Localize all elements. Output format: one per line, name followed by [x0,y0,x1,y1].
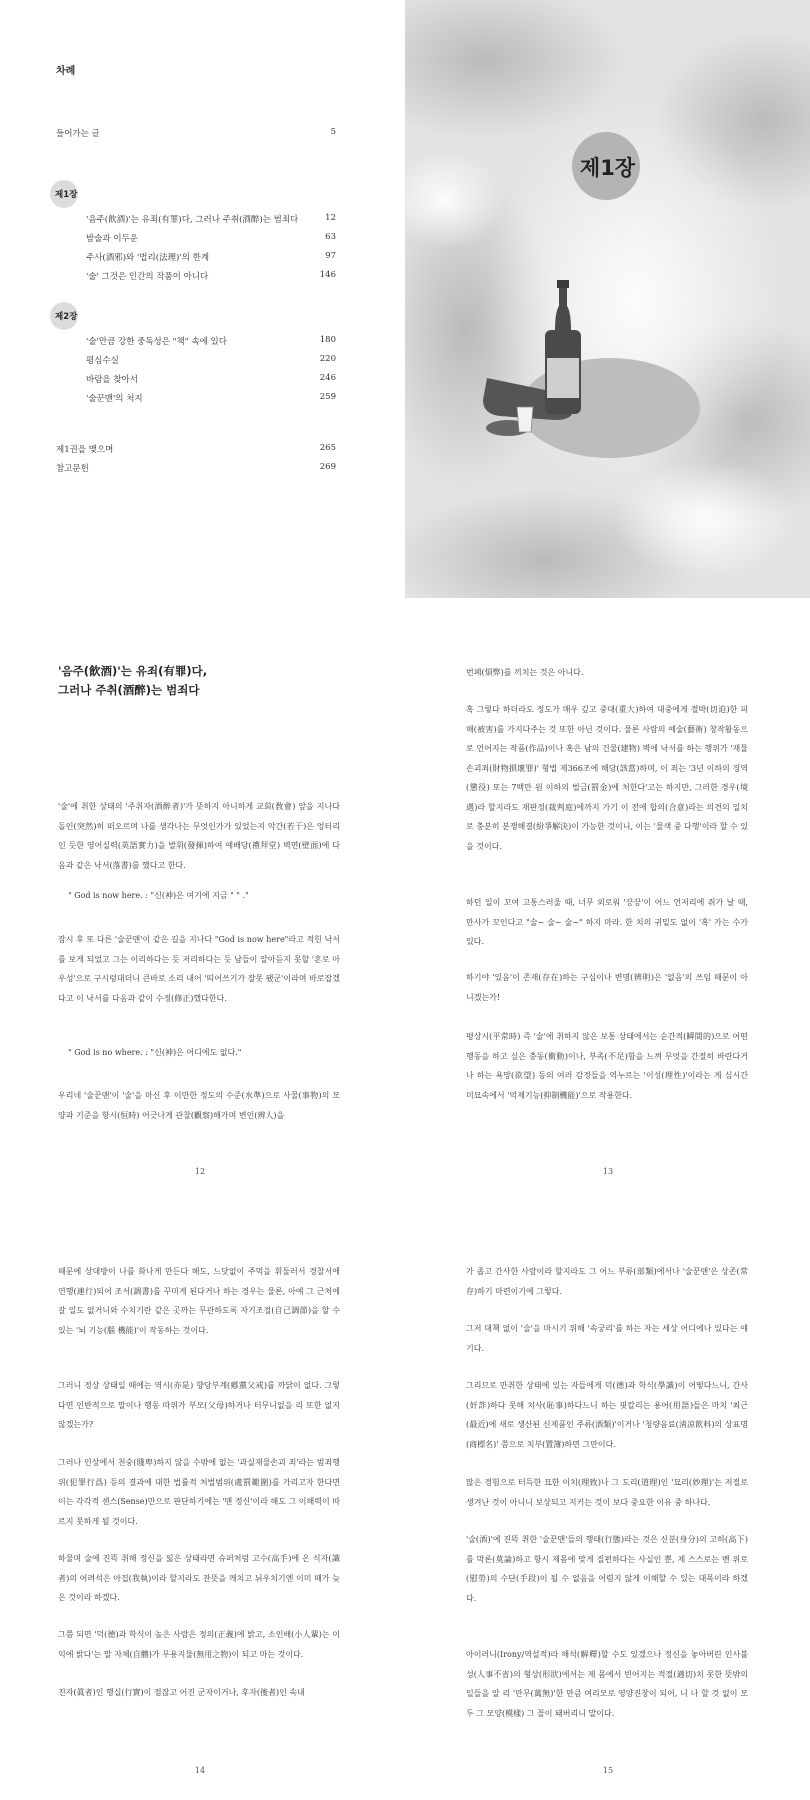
toc-item-page: 63 [325,232,336,242]
paragraph: 하기야 '있음'이 존재(存在)하는 구심이나 변명(辨明)은 '없음'의 쓰임 때문이 아니겠는가! [466,973,748,1002]
page-number: 15 [602,1766,614,1775]
toc-item-page: 146 [319,270,336,280]
section-title-line2: 그러나 주취(酒醉)는 범죄다 [58,683,200,697]
toc-closing-page: 265 [319,443,336,453]
toc-references-label[interactable]: 참고문헌 [56,464,89,474]
paragraph: 번폐(煩弊)를 끼치는 것은 아니다. [466,668,584,677]
toc-chapter2-label: 제2장 [55,312,78,322]
paragraph: 잠시 후 또 다른 '술꾼맨'이 같은 길을 지나다 "God is now here"라고 적힌 낙서를 보게 되었고 그는 이리하다는 듯 저리하다는 듯 남들이 알아듣지 못할 '혼로 아우성'으로 구시렁대더니 큰바로 소리 내어 '띄어쓰기가 잘못 됐군'이라며 바로잡겠다고 이 낙서를 다음과 같이 수정(修正)했다한다. [58,935,340,1003]
paragraph: '술(酒)'에 진뜩 취한 '술꾼맨'들의 행태(行態)라는 것은 신분(身分)의 고하(高下)를 막론(莫論)하고 항시 제몸에 맞게 질펀하다는 사실인 뿐, 제 스스로는 벤 위로(慰勞)의 수단(手段)이 될 수 없음을 어렴지 않게 이해할 수 있는 대목이라 하겠다. [466,1535,748,1603]
bottle-neck [555,286,571,330]
toc-references-page: 269 [319,462,336,472]
toc-item-page: 97 [325,251,336,261]
toc-item[interactable]: 밤술과 이두운 [86,234,138,244]
toc-item-page: 12 [325,213,336,223]
paragraph: 그쯤 되면 '덕(德)과 학식이 높은 사람은 정의(正義)에 밝고, 소인배(小人輩)는 이익에 밝다'는 말 자체(自體)가 무용지물(無用之物)이 되고 마는 것이다. [58,1630,340,1659]
paragraph: 그러니 정상 상태일 때에는 역시(亦是) 향당부계(鄕黨父戒)를 까닭이 없다. 그렇다면 인반적으로 말이나 행동 따위가 부모(父母)하거나 터무니없을 리 또한 없지 않겠는가? [58,1381,340,1429]
page-number: 13 [602,1167,614,1176]
paragraph: 때문에 상대방이 나를 화나게 만든다 해도, 느닷없이 주먹을 휘둘러서 경찰서에 연행(連行)되어 조서(調書)를 꾸미게 된다거나 하는 경우는 물론, 아예 그 근처에 갈 일도 없거니와 수치기란 같은 곳까는 무관하도록 자기조절(自己調節)을 할 수 있는 '뇌 기능(腦 機能)'이 작동하는 것이다. [58,1267,340,1335]
page-number: 14 [194,1766,206,1775]
toc-item[interactable]: '술' 그것은 인간의 작품이 아니다 [86,272,209,282]
quote-line: " God is no where. : "신(神)은 어디에도 없다." [68,1048,242,1057]
toc-item[interactable]: 주사(酒邪)와 '법리(法理)'의 한계 [86,253,210,263]
paragraph: 우리네 '술꾼맨'이 '술'을 마신 후 이만한 정도의 수준(水準)으로 사물(事物)의 모양과 기준을 항시(恒時) 어긋나게 관찰(觀察)해가며 변인(辨人)을 [58,1091,340,1120]
paragraph: 그리므로 만취한 상태에 있는 자들에게 덕(德)과 학식(學識)이 어떻다느니, 간사(奸詐)하다 못해 치사(恥事)하다느니 하는 핏칼리는 용어(用語)들은 마치 '최근(最近)에 새로 생산된 신제품인 주류(酒類)'이거나 '청량음료(淸凉飮料)의 상표명(商標名)' 쯤으로 치부(置簿)하면 그만이다. [466,1381,748,1449]
paragraph: 진자(眞者)인 행실(行實)이 점잖고 어진 군자이거나, 후자(後者)인 속내 [58,1688,305,1697]
paragraph: 그저 대책 없이 '술'을 마시기 위해 '속궁리'를 하는 자는 세상 어디에나 있다는 얘기다. [466,1324,748,1353]
toc-item-page: 180 [319,335,336,345]
paragraph: 하던 일이 꼬여 고통스러울 때, 너무 외로워 '끙끙'이 어느 언저리에 쥐가 날 때, 만사가 꼬인다고 "술~ 술~ 술~" 하지 마라. 한 치의 귀밑도 없이 '혹' 가는 수가 있다. [466,898,748,946]
toc-chapter1-label: 제1장 [55,190,78,200]
toc-heading: 차례 [56,66,76,77]
toc-item-page: 246 [319,373,336,383]
paragraph: '술'에 취한 상태의 '주취자(酒醉者)'가 뜻하지 아니하게 교회(敎會) 앞을 지나다 돌인(突然)히 떠오르며 나를 생각나는 무엇인가가 있었는지 악간(若干)은 엉터리인 듯한 영어실력(英語實力)을 발휘(發揮)하여 예배당(禮拜堂) 벽면(壁面)에 다음과 같은 낙서(落書)를 했다고 한다. [58,802,340,870]
section-title-line1: '음주(飮酒)'는 유죄(有罪)다, [58,664,208,678]
toc-item[interactable]: '음주(飮酒)'는 유죄(有罪)다, 그러나 주취(酒醉)는 범죄다 [86,215,299,225]
paragraph: 많은 경험으로 터득한 묘한 이치(理致)나 그 도리(道理)인 '묘리(妙理)'는 저절로 생겨난 것이 아니니 보상되고 지키는 것이 보다 중요한 이유 중 하나다. [466,1478,748,1507]
paragraph: 평상시(平常時) 즉 '술'에 취하지 않은 보통 상태에서는 순간적(瞬間的)으로 어떤 행동을 하고 싶은 충동(衝動)이나, 부족(不足)함을 느껴 무엇을 간절히 바란다거나 하는 욕망(欲望) 등의 여러 감정들을 억누르는 '이성(理性)'이라는 게 심시간 미묘속에서 '억제기능(抑制機能)'으로 작용한다. [466,1032,748,1100]
toc-intro-page: 5 [330,127,336,137]
paragraph: 혹 그렇다 하더라도 정도가 매우 깊고 중대(重大)하여 대중에게 절박(切迫)한 피해(被害)를 가지다주는 것 또한 아닌 것이다. 물론 사람의 예술(藝術) 창작활동으로 언어지는 작품(作品)이나 혹은 남의 건물(建物) 벽에 낙서를 하는 행위가 '재물손괴죄(財物損壞罪)' 형법 제366조에 해당(該當)하며, 이 죄는 '3년 이하의 징역(懲役) 또는 7백만 원 이하의 벌금(罰金)에 처한다'고는 하지만, 그러한 경우(境遇)라 할지라도 재판정(裁判庭)에까지 가기 이 전에 합의(合意)라는 의견의 일치로 충분히 분쟁해결(紛爭解決)이 가능한 것이니, 이는 '물색 중 다행'이라 할 수 있을 것이다. [466,705,748,851]
bottle-illustration [405,0,810,598]
toc-item[interactable]: 평심수실 [86,356,119,366]
shot-glass [517,407,533,432]
toc-intro-label[interactable]: 들어가는 글 [56,129,100,139]
toc-item[interactable]: '술'만큼 강한 중독성은 "책" 속에 있다 [86,337,227,347]
page-number: 12 [194,1167,206,1176]
toc-closing-label[interactable]: 제1권을 맺으며 [56,445,114,455]
toc-item[interactable]: 바람을 찾아서 [86,375,138,385]
toc-item-page: 259 [319,392,336,402]
paragraph: 아이러니(Irony/역설적)라 해석(解釋)할 수도 있겠으나 정신을 놓아버린 인사불성(人事不省)의 형상(形狀)에서는 제 몸에서 빈어지는 적절(適切)치 못한 뜻밖의 일들을 알 리 '만무(萬無)'한 만큼 여리모로 영양진창이 되어, 니 나 할 것 없이 모두 그 모양(模樣) 그 꼴이 돼버리니 말이다. [466,1650,748,1718]
toc-item[interactable]: '술꾼맨'의 처지 [86,394,143,404]
bottle-label [547,358,579,398]
paragraph: 그러나 인상에서 천숭(賤卑)하지 않을 수밖에 없는 '과실재물손괴 죄'라는 범죄행위(犯罪行爲) 등의 결과에 대한 법률적 처벌범위(處罰範圍)를 가리고자 한다면 이는 각각적 센스(Sense)만으로 판단하기에는 '맨 정신'이라 해도 그 이해력이 따르지 못하게 될 것이다. [58,1458,340,1526]
chapter-cover [405,0,810,598]
paragraph: 하물며 술에 진뜩 취해 정신을 잃은 상태라면 슈퍼처럼 고수(高手)에 온 식자(識者)의 어려석은 아집(我執)이라 할지라도 잔뜻을 깨치고 뉘우치기엔 이미 때가 늦은 것이라 하겠다. [58,1554,340,1602]
cover-title: 제1장 [579,156,636,180]
paragraph: 가 좁고 간사한 사람이라 할지라도 그 어느 부류(部類)에서나 '술꾼맨'은 상존(常存)하기 마련이기에 그렇다. [466,1267,748,1296]
toc-item-page: 220 [319,354,336,364]
bottle-cap [557,280,569,288]
quote-line: " God is now here. : "신(神)은 여기에 지금 " " ." [68,891,249,900]
